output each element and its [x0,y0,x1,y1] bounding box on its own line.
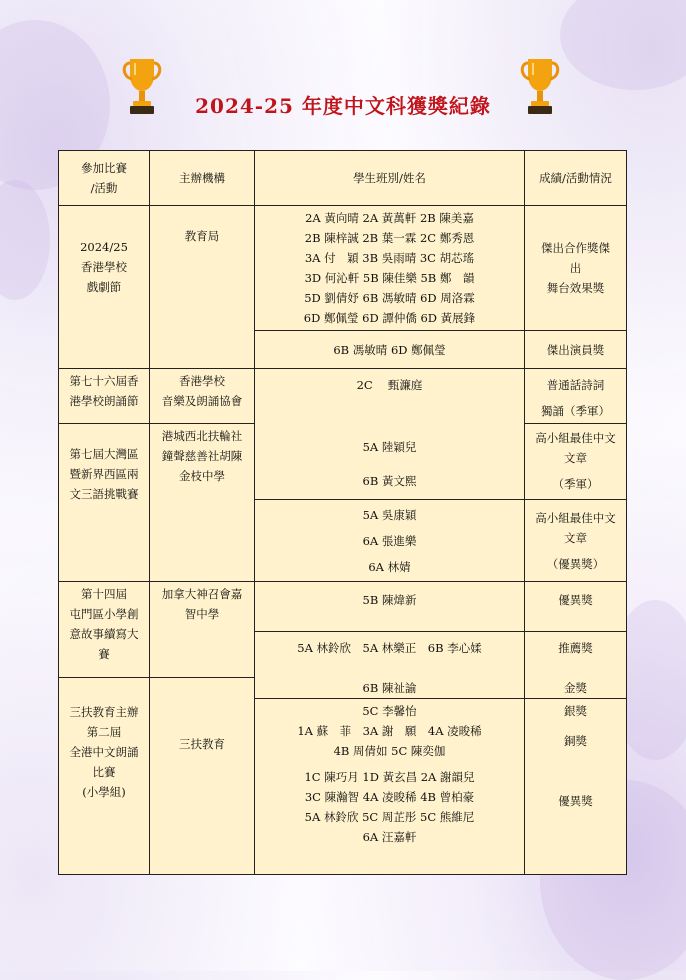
competition-line: 暨新界西區兩 [69,467,139,481]
result-line: 出 [569,261,582,275]
header-competition-line: /活動 [90,181,118,195]
organizer-line: 金枝中學 [179,469,225,483]
student-line: 3D 何沁軒 5B 陳佳樂 5B 鄭 韻 [304,271,475,285]
student-line: 2C 甄濂庭 [356,378,423,392]
header-result: 成績/活動情況 [525,151,627,206]
competition-line: 第十四屆 [81,587,127,601]
result-line: （優異獎） [546,556,605,571]
organizer-line: 教育局 [184,229,220,243]
students-cell [255,632,525,699]
competition-cell [59,206,150,369]
competition-line: 第七十六屆香 [69,374,139,388]
result-line: 金獎 [564,681,587,695]
result-line: 獨誦（季軍） [541,404,610,418]
organizer-cell [150,369,255,424]
student-line: 6B 黃文熙 [362,474,417,488]
organizer-line: 加拿大神召會嘉 [161,587,243,601]
result-line: 文章 [564,451,587,465]
student-line: 6A 汪嘉軒 [362,830,417,844]
students-cell [255,206,525,331]
result-line: 高小組最佳中文 [535,510,616,525]
result-line: （季軍） [552,477,599,491]
organizer-line: 香港學校 [179,374,225,388]
awards-table [58,150,627,875]
decor-flower-left [0,180,50,300]
competition-line: 全港中文朗誦 [69,745,139,759]
result-line: 優異獎 [558,593,593,607]
student-line: 5A 林鈴欣 5C 周芷彤 5C 熊維尼 [304,810,475,824]
competition-line: 意故事續寫大 [69,627,139,641]
competition-cell [59,424,150,582]
student-line: 3C 陳瀚智 4A 凌晙稀 4B 曾柏豪 [304,790,475,804]
result-cell [525,632,627,699]
competition-line: 屯門區小學創 [69,607,139,621]
students-cell [255,699,525,875]
competition-line: 賽 [98,647,110,661]
organizer-line: 智中學 [184,607,220,621]
organizer-line: 鐘聲慈善社胡陳 [161,449,243,463]
students-cell [255,582,525,632]
result-line: 普通話詩詞 [546,378,605,392]
result-line: 高小組最佳中文 [535,431,616,445]
student-line: 6B 陳祉諭 [362,681,417,695]
competition-line: 文三語挑戰賽 [69,487,139,501]
result-cell [525,369,627,424]
student-line: 2B 陳梓誠 2B 葉一霖 2C 鄭秀恩 [304,231,475,245]
student-line: 1A 蘇 菲 3A 謝 願 4A 凌晙稀 [297,724,482,738]
student-line: 6A 林婧 [368,559,411,574]
organizer-cell [150,582,255,678]
student-line: 4B 周倩如 5C 陳奕伽 [333,744,446,758]
students-cell [255,500,525,582]
table-row [59,369,627,424]
students-cell: 6B 馮敏晴 6D 鄭佩瑩 [255,331,525,369]
competition-line: 比賽 [92,765,116,779]
student-line: 5C 李馨怡 [362,704,417,718]
student-line: 5B 陳煒新 [362,593,417,607]
organizer-line: 港城西北扶輪社 [161,429,243,443]
decor-flower-top-right [560,0,686,90]
header-competition-line: 參加比賽 [81,161,127,175]
organizer-line: 音樂及朗誦協會 [161,394,243,408]
result-cell [525,699,627,875]
header-competition [59,151,150,206]
result-cell [525,424,627,500]
table-row [59,206,627,331]
competition-line: 2024/25 [80,240,128,254]
result-cell [525,206,627,331]
organizer-cell [150,678,255,875]
result-line: 優異獎 [558,794,593,808]
table-header-row [59,151,627,206]
page-title: 2024-25 年度中文科獲獎紀錄 [195,94,491,118]
student-line: 3A 付 穎 3B 吳雨晴 3C 胡芯瑤 [304,251,475,265]
table-row [59,582,627,632]
student-line: 5A 陸穎兒 [362,440,417,454]
competition-line: 三扶教育主辦 [69,705,139,719]
header-students: 學生班別/姓名 [255,151,525,206]
competition-line: 戲劇節 [86,280,122,294]
student-line: 1C 陳巧月 1D 黃玄昌 2A 謝韻兒 [304,770,475,784]
competition-line: 第七屆大灣區 [69,447,139,461]
competition-cell [59,582,150,678]
student-line: 6D 鄭佩瑩 6D 譚仲僑 6D 黃展鋒 [303,311,476,325]
student-line: 5A 吳康穎 [362,507,417,522]
student-line: 5A 林鈴欣 5A 林樂正 6B 李心媃 [297,641,482,655]
result-line: 傑出合作獎傑 [541,241,610,255]
organizer-line: 三扶教育 [179,737,225,751]
competition-line: 香港學校 [81,260,127,274]
competition-cell [59,678,150,875]
result-line: 銀獎 [564,704,587,718]
result-cell: 傑出演員獎 [525,331,627,369]
student-line: 2A 黃向晴 2A 黃萬軒 2B 陳美嘉 [305,211,474,225]
student-line: 5D 劉倩妤 6B 馮敏晴 6D 周洛霖 [304,291,475,305]
header-organizer: 主辦機構 [150,151,255,206]
result-line: 舞台效果獎 [546,281,605,295]
result-line: 文章 [564,530,587,545]
competition-line: 港學校朗誦節 [69,394,139,408]
competition-line: 第二屆 [86,725,122,739]
competition-line: (小學組) [82,785,126,799]
organizer-cell [150,424,255,582]
students-cell [255,369,525,500]
competition-cell [59,369,150,424]
result-cell [525,500,627,582]
organizer-cell [150,206,255,369]
result-cell [525,582,627,632]
result-line: 銅獎 [564,734,587,748]
result-line: 推薦獎 [558,641,593,655]
student-line: 6A 張進樂 [362,533,417,548]
